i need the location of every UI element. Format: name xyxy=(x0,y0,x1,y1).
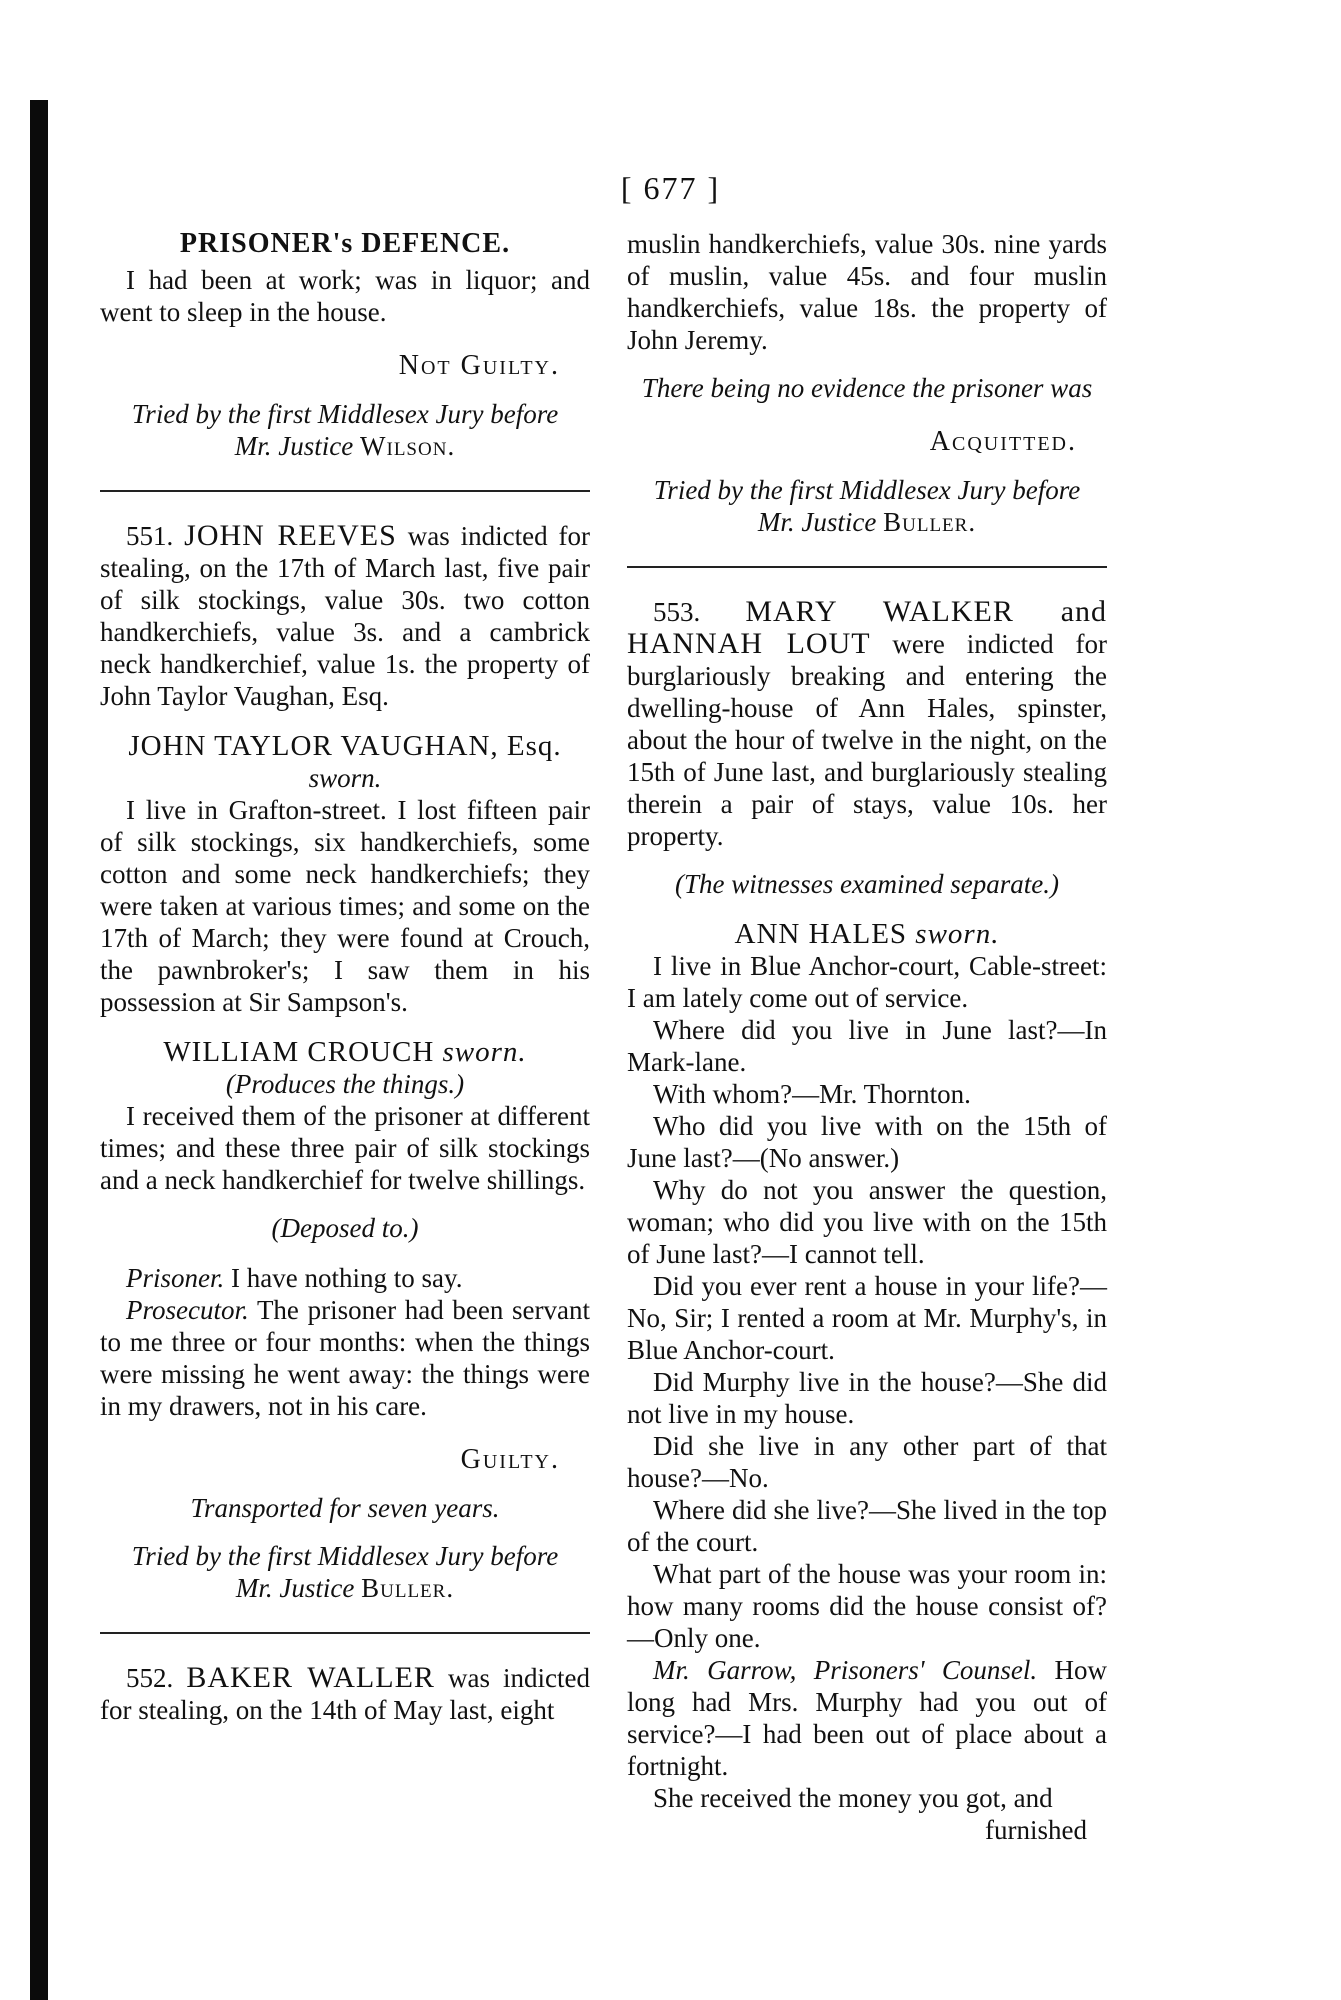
section-divider xyxy=(100,1632,590,1634)
tried-mr: Mr. Justice xyxy=(235,1573,355,1603)
section-divider xyxy=(100,490,590,492)
testimony-line: With whom?—Mr. Thornton. xyxy=(653,1079,971,1109)
testimony-line: I live in Blue Anchor-court, Cable-street: I am lately come out of service. xyxy=(627,951,1107,1013)
tried-mr: Mr. Justice xyxy=(757,507,877,537)
case-number: 552. xyxy=(126,1663,174,1693)
no-evidence-note: There being no evidence the prisoner was xyxy=(641,373,1093,403)
prisoner-statement xyxy=(100,1262,590,1294)
tried-judge-line xyxy=(627,506,1107,538)
witness-heading xyxy=(100,1036,590,1068)
statement-text: The prisoner had been servant to me three or four months: when the things were missing he went away: the things were in my drawers, not in his care. xyxy=(100,1295,590,1421)
witness-testimony: I received them of the prisoner at different times; and these three pair of silk stockings and a neck handkerchief for twelve shillings. xyxy=(100,1101,590,1195)
sworn-label: sworn. xyxy=(915,918,1000,950)
case-552-indictment xyxy=(100,1662,590,1726)
witness-heading: JOHN TAYLOR VAUGHAN, Esq. xyxy=(128,730,562,762)
stage-note: (Produces the things.) xyxy=(225,1069,465,1099)
testimony-line: Did Murphy live in the house?—She did not live in my house. xyxy=(627,1367,1107,1429)
case-551-indictment xyxy=(100,520,590,712)
judge-name: Buller. xyxy=(883,507,977,537)
testimony-line: She received the money you got, and xyxy=(653,1783,1053,1813)
witness-heading xyxy=(627,918,1107,950)
verdict-acquitted: Acquitted. xyxy=(929,426,1077,457)
indictment-text: were indicted for burglariously breaking and entering the dwelling-house of Ann Hales, spinster, about the hour of twelve in the night, on the 15th of June last, and burglariously stealing therein a pair of stays, value 10s. her property. xyxy=(627,629,1107,851)
tried-mr: Mr. Justice xyxy=(234,431,354,461)
statement-text: I have nothing to say. xyxy=(231,1263,463,1293)
right-column xyxy=(627,228,1107,1846)
testimony-line: Where did she live?—She lived in the top of the court. xyxy=(627,1495,1107,1557)
page-number: [ 677 ] xyxy=(620,170,721,206)
testimony-line: Did she live in any other part of that house?—No. xyxy=(627,1431,1107,1493)
defendant-names: MARY WALKER and HANNAH LOUT xyxy=(627,595,1108,660)
verdict-not-guilty: Not Guilty. xyxy=(398,350,560,381)
verdict-guilty: Guilty. xyxy=(460,1444,560,1475)
tried-judge-line xyxy=(100,430,590,462)
judge-name: Buller. xyxy=(361,1573,455,1603)
judge-name: Wilson. xyxy=(360,431,456,461)
witness-testimony: I live in Grafton-street. I lost fifteen pair of silk stockings, six handkerchiefs, some cotton and some neck handkerchiefs; they were taken at various times; and some on the 17th of March; they were found at Crouch, the pawnbroker's; I saw them in his possession at Sir Sampson's. xyxy=(100,795,590,1017)
witness-name: ANN HALES xyxy=(734,918,908,950)
testimony-line: What part of the house was your room in: how many rooms did the house consist of?—Only one. xyxy=(627,1559,1107,1653)
speaker-label: Mr. Garrow, Prisoners' Counsel. xyxy=(653,1655,1038,1685)
deposed-note: (Deposed to.) xyxy=(271,1213,419,1243)
testimony-line: Why do not you answer the question, woman; who did you live with on the 15th of June last?—I cannot tell. xyxy=(627,1175,1107,1269)
case-number: 553. xyxy=(653,597,701,627)
defendant-names: BAKER WALLER xyxy=(186,1661,435,1694)
case-number: 551. xyxy=(126,521,174,551)
continued-indictment: muslin handkerchiefs, value 30s. nine yards of muslin, value 45s. and four muslin handkerchiefs, value 18s. the property of John Jeremy. xyxy=(627,229,1107,355)
section-divider xyxy=(627,566,1107,568)
indictment-text: was indicted for stealing, on the 14th of May last, eight xyxy=(100,1663,590,1725)
catchword: furnished xyxy=(985,1815,1087,1845)
counsel-question xyxy=(627,1654,1107,1782)
testimony-line: Where did you live in June last?—In Mark-lane. xyxy=(627,1015,1107,1077)
testimony-line: Who did you live with on the 15th of June last?—(No answer.) xyxy=(627,1111,1107,1173)
question-text: How long had Mrs. Murphy had you out of service?—I had been out of place about a fortnight. xyxy=(627,1655,1107,1781)
defence-text: I had been at work; was in liquor; and went to sleep in the house. xyxy=(100,265,590,327)
speaker-label: Prisoner. xyxy=(126,1263,225,1293)
tried-line: Tried by the first Middlesex Jury before xyxy=(131,399,559,429)
sworn-label: sworn. xyxy=(442,1036,527,1068)
tried-judge-line xyxy=(100,1572,590,1604)
defendant-names: JOHN REEVES xyxy=(184,519,397,552)
testimony-line: Did you ever rent a house in your life?—No, Sir; I rented a room at Mr. Murphy's, in Blue Anchor-court. xyxy=(627,1271,1107,1365)
indictment-text: was indicted for stealing, on the 17th of March last, five pair of silk stockings, value 30s. two cotton handkerchiefs, value 3s. and a cambrick neck handkerchief, value 1s. the property of John Taylor Vaughan, Esq. xyxy=(100,521,590,711)
prosecutor-statement xyxy=(100,1294,590,1422)
sentence: Transported for seven years. xyxy=(190,1493,500,1523)
sworn-label: sworn. xyxy=(308,763,382,793)
case-553-indictment xyxy=(627,596,1107,852)
separate-note: (The witnesses examined separate.) xyxy=(675,869,1059,899)
speaker-label: Prosecutor. xyxy=(126,1295,249,1325)
defence-heading: PRISONER's DEFENCE. xyxy=(179,228,511,259)
book-spine-shadow xyxy=(30,100,48,2000)
tried-line: Tried by the first Middlesex Jury before xyxy=(653,475,1081,505)
left-column xyxy=(100,228,590,1726)
witness-name: WILLIAM CROUCH xyxy=(163,1036,435,1068)
tried-line: Tried by the first Middlesex Jury before xyxy=(131,1541,559,1571)
